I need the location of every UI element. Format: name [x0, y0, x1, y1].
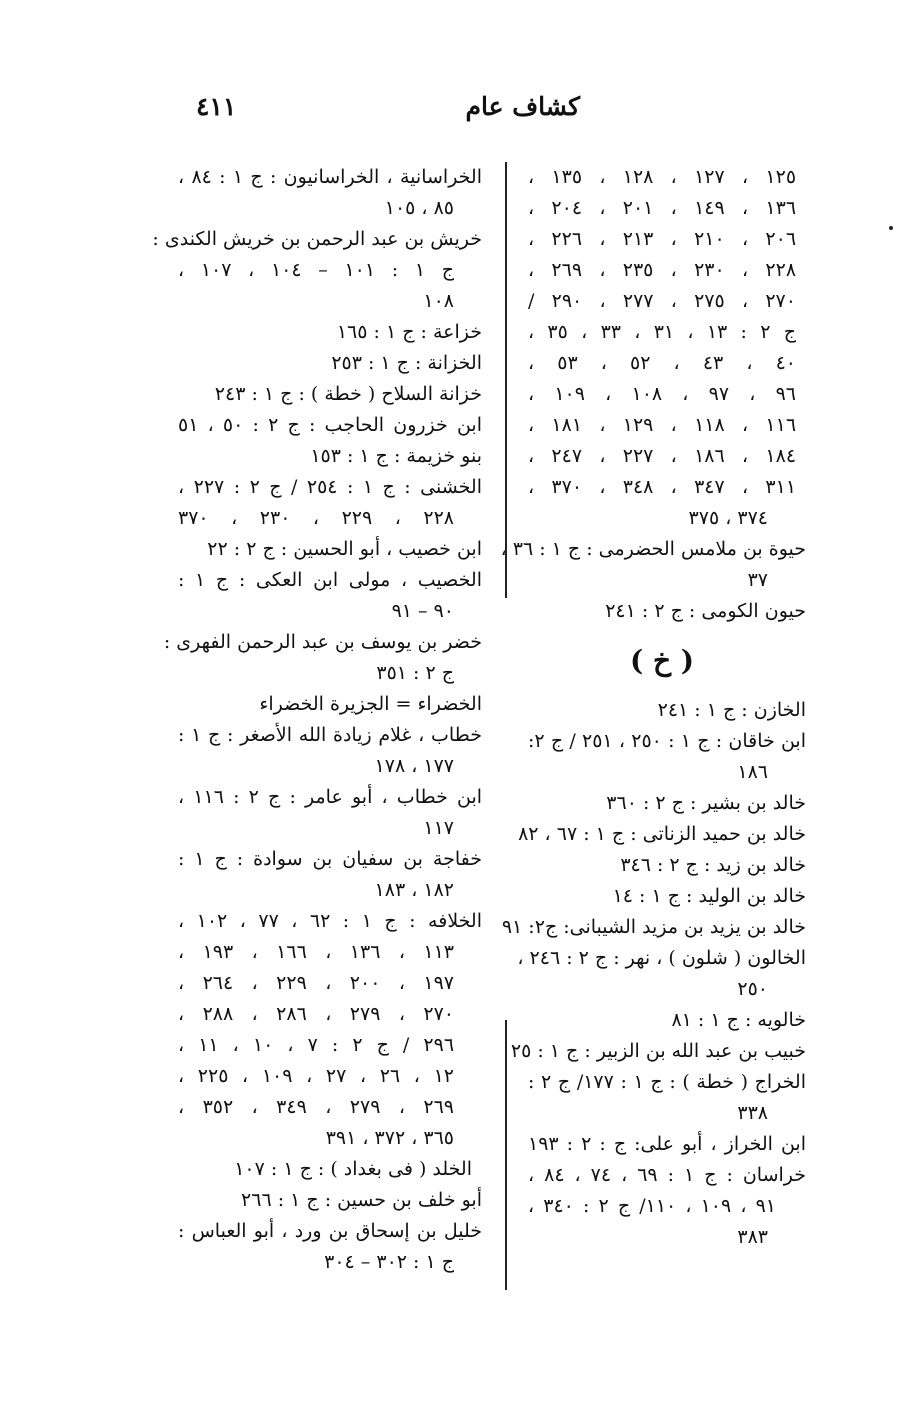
- index-line: ٢٢٨ ، ٢٢٩ ، ٢٣٠ ، ٣٧٠: [178, 507, 455, 529]
- index-entry: خريش بن عبد الرحمن بن خريش الكندى :: [152, 228, 482, 250]
- index-line: ج ١ : ١٠١ – ١٠٤ ، ١٠٧ ،: [178, 259, 454, 281]
- index-line: ج ١ : ٣٠٢ – ٣٠٤: [324, 1251, 454, 1273]
- index-entry: خالد بن بشير : ج ٢ : ٣٦٠: [606, 792, 806, 814]
- index-line: ٩١ ، ١٠٩ ، ١١٠/ ج ٢ : ٣٤٠ ،: [528, 1195, 776, 1217]
- index-line: ٤٠ ، ٤٣ ، ٥٢ ، ٥٣ ،: [528, 352, 797, 374]
- index-entry: خليل بن إسحاق بن ورد ، أبو العباس :: [178, 1220, 482, 1242]
- index-line: ١٢ ، ٢٦ ، ٢٧ ، ١٠٩ ، ٢٢٥ ،: [178, 1065, 454, 1087]
- index-line: ج ٢ : ٣٥١: [376, 662, 454, 684]
- index-line: ٢٧٠ ، ٢٧٥ ، ٢٧٧ ، ٢٩٠ /: [528, 290, 796, 312]
- index-entry: الخازن : ج ١ : ٢٤١: [657, 699, 806, 721]
- index-entry: الخلافه : ج ١ : ٦٢ ، ٧٧ ، ١٠٢ ،: [178, 910, 482, 932]
- index-entry: الخراسانية ، الخراسانيون : ج ١ : ٨٤ ،: [178, 166, 483, 188]
- index-column-right: [500, 162, 807, 1253]
- index-line: ١٣٦ ، ١٤٩ ، ٢٠١ ، ٢٠٤ ،: [528, 197, 797, 219]
- index-line: ٢٧٠ ، ٢٧٩ ، ٢٨٦ ، ٢٨٨ ،: [178, 1003, 455, 1025]
- index-line: ١٧٧ ، ١٧٨: [374, 755, 454, 777]
- index-entry: خزانة السلاح ( خطة ) : ج ١ : ٢٤٣: [214, 383, 482, 405]
- column-divider: [505, 1020, 507, 1290]
- index-line: ١١٣ ، ١٣٦ ، ١٦٦ ، ١٩٣ ،: [178, 941, 455, 963]
- index-line: ٣٦٥ ، ٣٧٢ ، ٣٩١: [325, 1127, 454, 1149]
- index-column-left: [152, 162, 483, 1278]
- index-line: ٩٠ – ٩١: [391, 600, 454, 622]
- index-entry: الخالون ( شلون ) ، نهر : ج ٢ : ٢٤٦ ،: [517, 947, 806, 969]
- index-line: ١٠٨: [423, 290, 454, 312]
- index-entry: خزاعة : ج ١ : ١٦٥: [336, 321, 482, 343]
- column-divider: [505, 162, 507, 598]
- index-line: ج ٢ : ١٣ ، ٣١ ، ٣٣ ، ٣٥ ،: [528, 321, 797, 343]
- index-entry: الخضراء = الجزيرة الخضراء: [259, 693, 482, 715]
- index-line: ٢٥٠: [737, 978, 768, 1000]
- index-entry: ابن خاقان : ج ١ : ٢٥٠ ، ٢٥١ / ج ٢:: [528, 730, 806, 752]
- index-entry: ابن خطاب ، أبو عامر : ج ٢ : ١١٦ ،: [178, 786, 483, 808]
- index-entry: بنو خزيمة : ج ١ : ١٥٣: [310, 445, 482, 467]
- index-entry: أبو خلف بن حسين : ج ١ : ٢٦٦: [241, 1189, 482, 1211]
- index-line: ٢٩٦ / ج ٢ : ٧ ، ١٠ ، ١١ ،: [178, 1034, 455, 1056]
- index-entry: ابن خزرون الحاجب : ج ٢ : ٥٠ ، ٥١: [178, 414, 482, 436]
- index-entry: خضر بن يوسف بن عبد الرحمن الفهرى :: [163, 631, 482, 653]
- index-entry: خطاب ، غلام زيادة الله الأصغر : ج ١ :: [178, 724, 482, 746]
- index-line: ٢٢٨ ، ٢٣٠ ، ٢٣٥ ، ٢٦٩ ،: [528, 259, 797, 281]
- print-speck: [889, 226, 893, 230]
- index-entry: خالويه : ج ١ : ٨١: [671, 1009, 806, 1031]
- index-entry: حيوة بن ملامس الحضرمى : ج ١ : ٣٦ ،: [500, 538, 806, 560]
- index-entry: الخراج ( خطة ) : ج ١ : ١٧٧/ ج ٢ :: [528, 1071, 806, 1093]
- index-entry: الخلد ( فى بغداد ) : ج ١ : ١٠٧: [234, 1158, 472, 1180]
- index-line: ٣٨٣: [737, 1226, 768, 1248]
- index-line: ٨٥ ، ١٠٥: [384, 197, 454, 219]
- index-entry: خراسان : ج ١ : ٦٩ ، ٧٤ ، ٨٤ ،: [528, 1164, 806, 1186]
- index-line: ١٢٥ ، ١٢٧ ، ١٢٨ ، ١٣٥ ،: [528, 166, 797, 188]
- index-entry: حيون الكومى : ج ٢ : ٢٤١: [605, 600, 806, 622]
- index-entry: ابن خصيب ، أبو الحسين : ج ٢ : ٢٢: [207, 538, 482, 560]
- index-entry: خالد بن الوليد : ج ١ : ١٤: [612, 885, 806, 907]
- index-entry: خالد بن يزيد بن مزيد الشيبانى: ج٢: ٩١: [501, 916, 806, 938]
- index-line: ١٨٢ ، ١٨٣: [374, 879, 454, 901]
- index-entry: ابن الخراز ، أبو على: ج : ٢ : ١٩٣: [528, 1133, 807, 1155]
- section-letter: ( خ ): [629, 644, 695, 677]
- page-number: ٤١١: [196, 92, 237, 121]
- index-entry: خبيب بن عبد الله بن الزبير : ج ١ : ٢٥: [510, 1040, 806, 1062]
- index-entry: الخزانة : ج ١ : ٢٥٣: [331, 352, 482, 374]
- page-header: [0, 92, 897, 132]
- index-line: ٣٧٤ ، ٣٧٥: [688, 507, 768, 529]
- index-line: ٢٦٩ ، ٢٧٩ ، ٣٤٩ ، ٣٥٢ ،: [178, 1096, 455, 1118]
- index-line: ٣١١ ، ٣٤٧ ، ٣٤٨ ، ٣٧٠ ،: [528, 476, 797, 498]
- index-entry: خفاجة بن سفيان بن سوادة : ج ١ :: [178, 848, 482, 870]
- index-line: ٩٦ ، ٩٧ ، ١٠٨ ، ١٠٩ ،: [528, 383, 797, 405]
- index-entry: خالد بن حميد الزناتى : ج ١ : ٦٧ ، ٨٢: [518, 823, 806, 845]
- index-line: ١١٦ ، ١١٨ ، ١٢٩ ، ١٨١ ،: [528, 414, 797, 436]
- index-line: ٢٠٦ ، ٢١٠ ، ٢١٣ ، ٢٢٦ ،: [528, 228, 797, 250]
- index-line: ٣٣٨: [737, 1102, 768, 1124]
- index-line: ١٩٧ ، ٢٠٠ ، ٢٢٩ ، ٢٦٤ ،: [178, 972, 455, 994]
- index-line: ١١٧: [423, 817, 454, 839]
- index-line: ١٨٤ ، ١٨٦ ، ٢٢٧ ، ٢٤٧ ،: [528, 445, 797, 467]
- index-entry: الخصيب ، مولى ابن العكى : ج ١ :: [178, 569, 482, 591]
- index-entry: الخشنى : ج ١ : ٢٥٤ / ج ٢ : ٢٢٧ ،: [178, 476, 482, 498]
- index-line: ٣٧: [747, 569, 768, 591]
- index-entry: خالد بن زيد : ج ٢ : ٣٤٦: [620, 854, 806, 876]
- running-title: كشاف عام: [465, 92, 580, 121]
- index-line: ١٨٦: [737, 761, 768, 783]
